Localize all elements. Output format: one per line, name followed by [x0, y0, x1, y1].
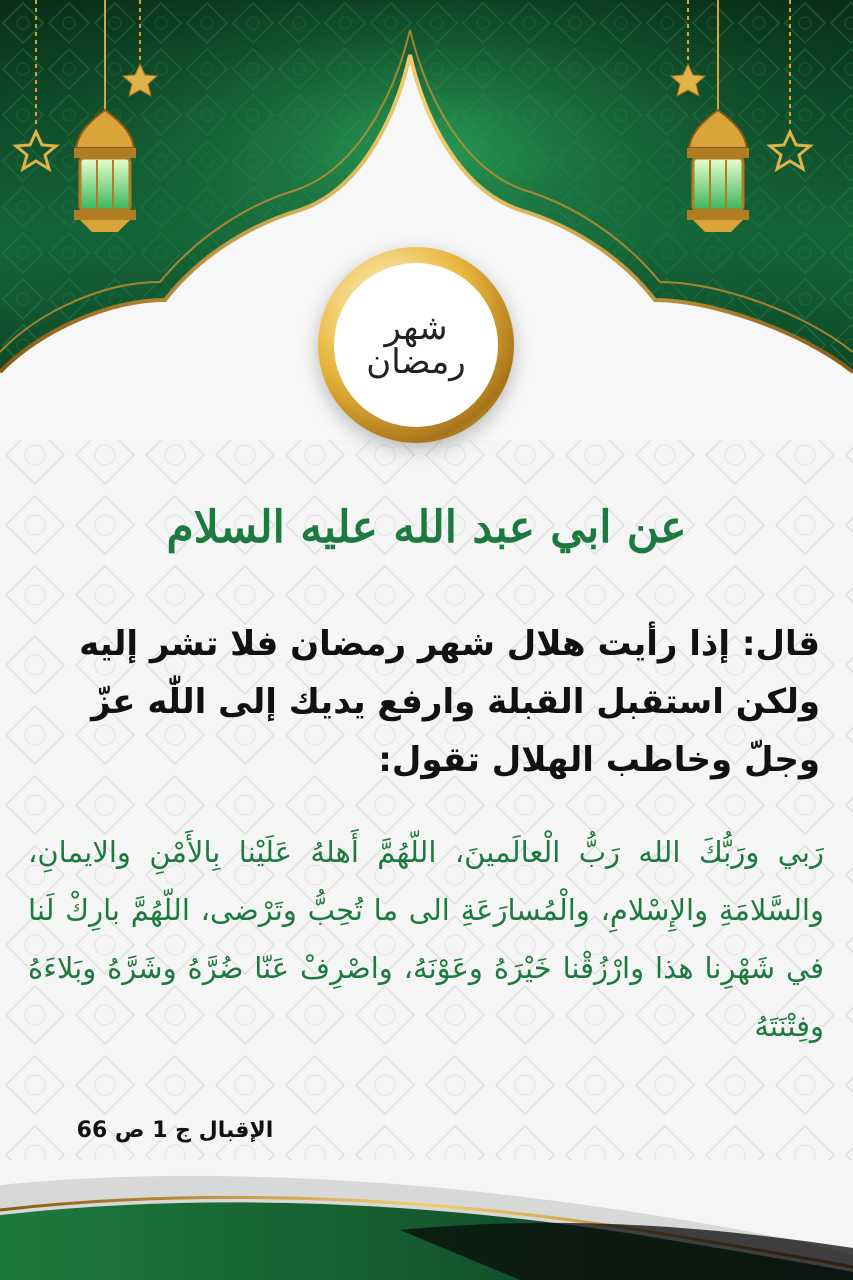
dua-text: رَبي ورَبُّكَ الله رَبُّ الْعالَمينَ، اللّهُمَّ أَهلهُ عَلَيْنا بِالأَمْنِ والايمانِ، والسَّلامَةِ والإِسْلامِ، والْمُسارَعَةِ الى ما تُحِبُّ وتَرْضى، اللّهُمَّ بارِكْ لَنا في شَهْرِنا هذا وارْزُقْنا خَيْرَهُ وعَوْنَهُ، واصْرِفْ عَنّا ضُرَّهُ وشَرَّهُ وبَلاءَهُ وفِتْنَتَهُ: [28, 835, 824, 1043]
source-citation: الإقبال ج 1 ص 66: [76, 1118, 274, 1143]
calligraphy-logo: شهر رمضان: [366, 308, 466, 382]
heading-title: عن ابي عبد الله عليه السلام: [166, 502, 687, 553]
emblem-logo: [318, 247, 514, 443]
hadith-quote: قال: إذا رأيت هلال شهر رمضان فلا تشر إليه ولكن استقبل القبلة وارفع يديك إلى اللّٰه عزّ وجلّ وخاطب الهلال تقول:: [79, 624, 820, 780]
